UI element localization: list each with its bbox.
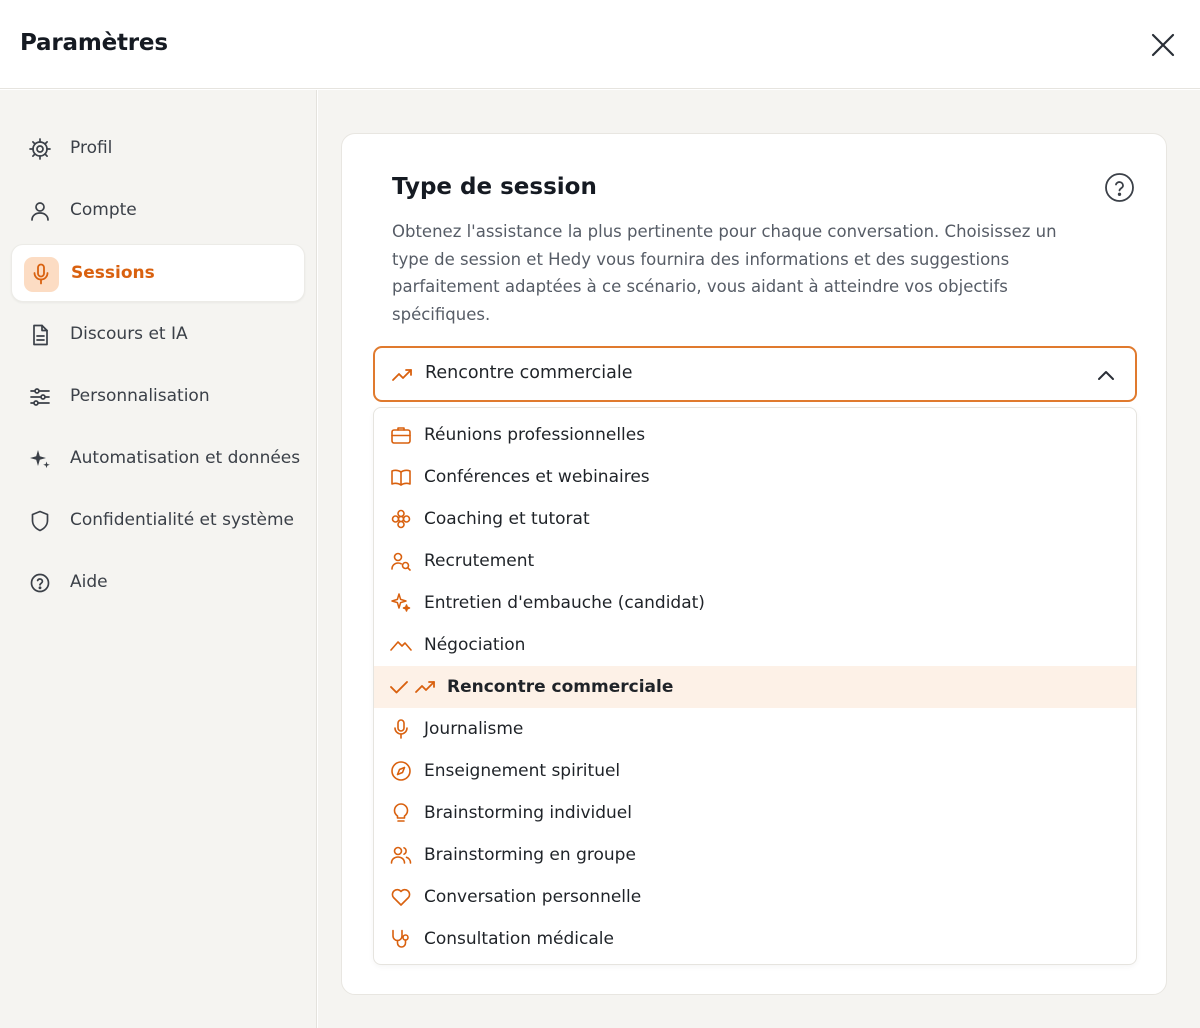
close-icon[interactable] <box>1148 30 1178 60</box>
lightbulb-icon <box>390 802 412 824</box>
option-reunions[interactable] <box>374 414 1136 456</box>
sidebar-item-discours[interactable] <box>11 306 305 364</box>
option-entretien[interactable] <box>374 582 1136 624</box>
session-type-card <box>341 133 1167 995</box>
section-title: Type de session <box>392 174 597 200</box>
user-search-icon <box>390 550 412 572</box>
sidebar-item-label: Sessions <box>71 263 155 283</box>
sidebar-item-label: Confidentialité et système <box>70 510 295 530</box>
option-conferences[interactable] <box>374 456 1136 498</box>
document-icon <box>28 323 52 347</box>
check-icon <box>388 676 410 698</box>
trending-up-icon <box>391 364 413 386</box>
help-icon[interactable] <box>1104 172 1135 203</box>
option-label: Négociation <box>424 635 526 655</box>
sidebar-item-sessions[interactable] <box>11 244 305 302</box>
help-circle-icon <box>28 571 52 595</box>
sparkles-icon <box>28 447 52 471</box>
page-title: Paramètres <box>20 30 168 56</box>
option-label: Brainstorming individuel <box>424 803 632 823</box>
section-description: Obtenez l'assistance la plus pertinente pour chaque conversation. Choisissez un type de session et Hedy vous fournira des informations et des suggestions parfaitement adaptées à ce scénario, vous aidant à atteindre vos objectifs spécifiques. <box>392 222 1057 325</box>
session-type-select[interactable] <box>373 346 1137 402</box>
option-label: Conversation personnelle <box>424 887 642 907</box>
sidebar-item-personnalisation[interactable] <box>11 368 305 426</box>
sidebar-item-label: Discours et IA <box>70 324 188 344</box>
sidebar-item-label: Aide <box>70 572 108 592</box>
sparkles-icon <box>390 592 412 614</box>
select-value: Rencontre commerciale <box>425 363 633 383</box>
option-rencontre-commerciale[interactable] <box>374 666 1136 708</box>
sidebar-item-profil[interactable] <box>11 120 305 178</box>
option-brainstorming-groupe[interactable] <box>374 834 1136 876</box>
option-coaching[interactable] <box>374 498 1136 540</box>
stethoscope-icon <box>390 928 412 950</box>
option-consultation-medicale[interactable] <box>374 918 1136 960</box>
flower-icon <box>390 508 412 530</box>
compass-icon <box>390 760 412 782</box>
microphone-icon <box>29 262 53 286</box>
sidebar-item-confidentialite[interactable] <box>11 492 305 550</box>
option-journalisme[interactable] <box>374 708 1136 750</box>
book-open-icon <box>390 466 412 488</box>
shield-icon <box>28 509 52 533</box>
option-label: Journalisme <box>424 719 524 739</box>
sidebar-item-label: Compte <box>70 200 137 220</box>
option-recrutement[interactable] <box>374 540 1136 582</box>
option-brainstorming-individuel[interactable] <box>374 792 1136 834</box>
option-label: Brainstorming en groupe <box>424 845 636 865</box>
option-label: Enseignement spirituel <box>424 761 621 781</box>
session-type-dropdown <box>373 407 1137 965</box>
option-label: Coaching et tutorat <box>424 509 590 529</box>
briefcase-icon <box>390 424 412 446</box>
sidebar-item-label: Profil <box>70 138 113 158</box>
sidebar-item-automatisation[interactable] <box>11 430 305 488</box>
option-label: Conférences et webinaires <box>424 467 650 487</box>
sidebar-item-compte[interactable] <box>11 182 305 240</box>
sliders-icon <box>28 385 52 409</box>
gear-icon <box>28 137 52 161</box>
sidebar-item-label: Personnalisation <box>70 386 210 406</box>
settings-sidebar <box>0 90 317 1028</box>
sidebar-item-aide[interactable] <box>11 554 305 612</box>
microphone-icon <box>390 718 412 740</box>
mountain-icon <box>390 634 412 656</box>
user-icon <box>28 199 52 223</box>
sidebar-item-label: Automatisation et données <box>70 448 301 468</box>
option-conversation-personnelle[interactable] <box>374 876 1136 918</box>
settings-header <box>0 0 1200 89</box>
option-label: Consultation médicale <box>424 929 614 949</box>
settings-main <box>318 90 1200 1028</box>
option-label: Rencontre commerciale <box>447 677 674 697</box>
chevron-up-icon <box>1095 364 1117 386</box>
heart-icon <box>390 886 412 908</box>
option-label: Recrutement <box>424 551 535 571</box>
option-negociation[interactable] <box>374 624 1136 666</box>
users-icon <box>390 844 412 866</box>
trending-up-icon <box>414 676 436 698</box>
option-enseignement-spirituel[interactable] <box>374 750 1136 792</box>
option-label: Réunions professionnelles <box>424 425 646 445</box>
option-label: Entretien d'embauche (candidat) <box>424 593 705 613</box>
